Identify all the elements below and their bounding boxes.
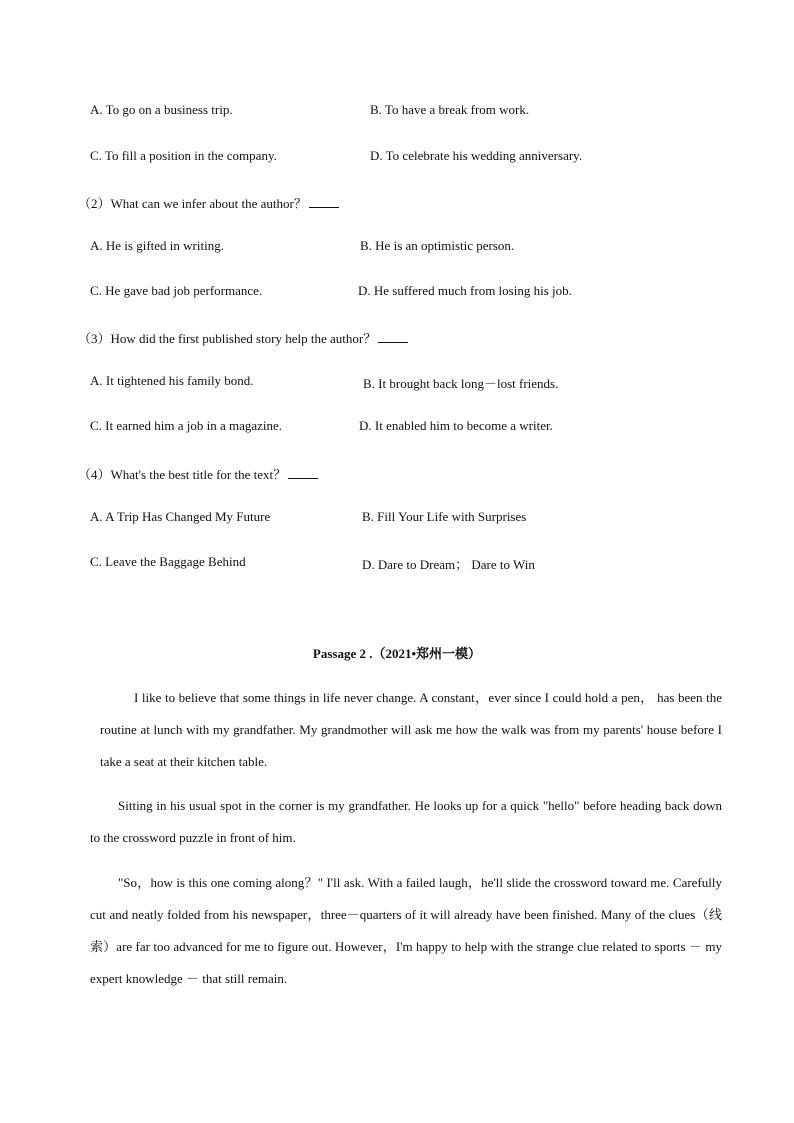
q2-stem: [78, 193, 339, 212]
q4-stem: [78, 464, 318, 483]
q4-answer-blank[interactable]: [288, 466, 318, 479]
q2-option-c[interactable]: C. He gave bad job performance.: [90, 283, 263, 298]
q3-stem: [78, 328, 408, 347]
q4-options-row-2: [0, 554, 794, 574]
q4-option-c[interactable]: C. Leave the Baggage Behind: [90, 554, 246, 569]
q2-option-b[interactable]: B. He is an optimistic person.: [360, 238, 515, 253]
q2-answer-blank[interactable]: [309, 195, 339, 208]
q1-options-row-2: [0, 148, 794, 168]
q1-option-b[interactable]: B. To have a break from work.: [370, 102, 530, 117]
q3-stem-text: （3）How did the first published story help the author？: [78, 331, 377, 346]
passage-paragraph-3: [90, 867, 722, 995]
passage-title: Passage 2 .（2021•郑州一模）: [312, 646, 482, 661]
q2-options-row-1: [0, 238, 794, 258]
q3-option-a[interactable]: A. It tightened his family bond.: [90, 373, 254, 388]
passage-paragraph-2-text: Sitting in his usual spot in the corner is my grandfather. He looks up for a quick "hello" before heading back down to the crossword puzzle in front of him.: [90, 798, 722, 845]
q1-option-a[interactable]: A. To go on a business trip.: [90, 102, 233, 117]
q1-options-row-1: [0, 102, 794, 122]
q4-options-row-1: [0, 509, 794, 529]
q3-options-row-1: [0, 373, 794, 393]
passage-paragraph-1: [100, 682, 722, 778]
q3-option-c[interactable]: C. It earned him a job in a magazine.: [90, 418, 283, 433]
q4-option-a[interactable]: A. A Trip Has Changed My Future: [90, 509, 271, 524]
q2-option-d[interactable]: D. He suffered much from losing his job.: [358, 283, 572, 298]
passage-paragraph-3-text: "So，how is this one coming along？" I'll ask. With a failed laugh，he'll slide the crossword toward me. Carefully cut and neatly folded from his newspaper，three－quarters of it will already have been finished. Many of the clues（线索）are far too advanced for me to figure out. However，I'm happy to help with the strange clue related to sports － my expert knowledge － that still remain.: [90, 875, 722, 986]
q3-option-d[interactable]: D. It enabled him to become a writer.: [359, 418, 553, 433]
q2-stem-text: （2）What can we infer about the author？: [78, 196, 307, 211]
q3-option-b[interactable]: B. It brought back long－lost friends.: [363, 376, 559, 391]
q1-option-c[interactable]: C. To fill a position in the company.: [90, 148, 277, 163]
q3-answer-blank[interactable]: [378, 330, 408, 343]
q2-option-a[interactable]: A. He is gifted in writing.: [90, 238, 224, 253]
passage-paragraph-2: [90, 790, 722, 854]
q4-option-b[interactable]: B. Fill Your Life with Surprises: [362, 509, 527, 524]
q4-stem-text: （4）What's the best title for the text？: [78, 467, 287, 482]
q2-options-row-2: [0, 283, 794, 303]
q4-option-d[interactable]: D. Dare to Dream； Dare to Win: [362, 557, 535, 572]
q3-options-row-2: [0, 418, 794, 438]
passage-paragraph-1-text: I like to believe that some things in life never change. A constant，ever since I could hold a pen， has been the routine at lunch with my grandfather. My grandmother will ask me how the walk was from my parents' house before I take a seat at their kitchen table.: [100, 690, 722, 769]
q1-option-d[interactable]: D. To celebrate his wedding anniversary.: [370, 148, 583, 163]
